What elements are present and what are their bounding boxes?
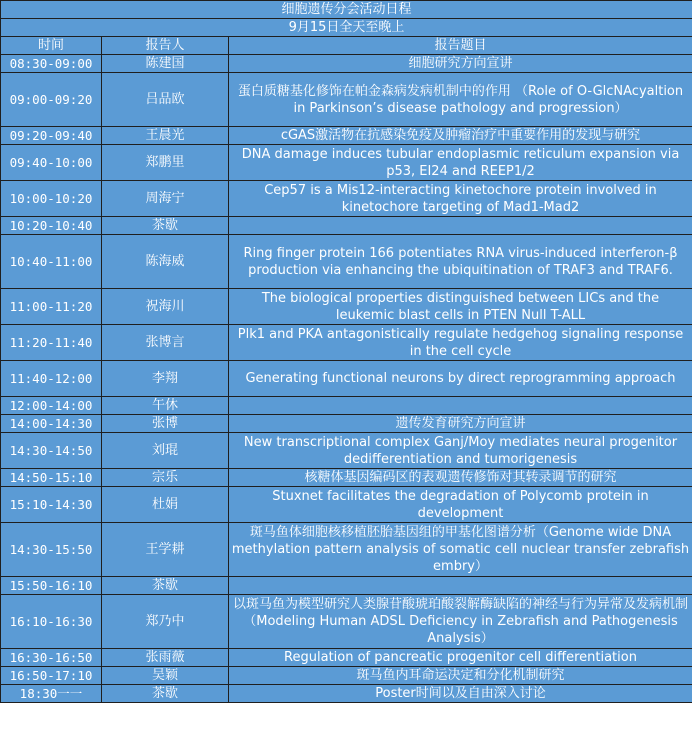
table-row	[1, 217, 692, 235]
topic-cell: The biological properties distinguished between LICs and the leukemic blast cells in PTEN Null T-ALL	[229, 289, 692, 325]
table-row	[1, 577, 692, 595]
topic-cell: Stuxnet facilitates the degradation of Polycomb protein in development	[229, 487, 692, 523]
table-row	[1, 667, 692, 685]
time-cell: 09:40-10:00	[1, 145, 102, 181]
title-row	[1, 1, 692, 19]
table-row	[1, 433, 692, 469]
time-cell: 16:10-16:30	[1, 595, 102, 649]
time-cell: 12:00-14:00	[1, 397, 102, 415]
topic-cell: 遗传发育研究方向宣讲	[229, 415, 692, 433]
table-row	[1, 487, 692, 523]
speaker-cell: 杜娟	[102, 487, 229, 523]
speaker-cell: 王晨光	[102, 127, 229, 145]
topic-cell: 蛋白质糖基化修饰在帕金森病发病机制中的作用 （Role of O-GlcNAcyaltion in Parkinson’s disease pathology and progression）	[229, 73, 692, 127]
table-row	[1, 289, 692, 325]
time-cell: 09:00-09:20	[1, 73, 102, 127]
table-row	[1, 361, 692, 397]
table-row	[1, 523, 692, 577]
topic-cell: DNA damage induces tubular endoplasmic reticulum expansion via p53, EI24 and REEP1/2	[229, 145, 692, 181]
speaker-cell: 张博	[102, 415, 229, 433]
speaker-cell: 郑乃中	[102, 595, 229, 649]
time-cell: 15:50-16:10	[1, 577, 102, 595]
time-cell: 14:30-14:50	[1, 433, 102, 469]
speaker-cell: 郑鹏里	[102, 145, 229, 181]
speaker-cell: 周海宁	[102, 181, 229, 217]
time-cell: 16:50-17:10	[1, 667, 102, 685]
topic-cell: 斑马鱼体细胞核移植胚胎基因组的甲基化图谱分析（Genome wide DNA methylation pattern analysis of somatic cell nuclear transfer zebrafish embry）	[229, 523, 692, 577]
speaker-cell: 茶歇	[102, 577, 229, 595]
speaker-cell: 吕品欧	[102, 73, 229, 127]
speaker-cell: 午休	[102, 397, 229, 415]
topic-cell	[229, 577, 692, 595]
table-row	[1, 415, 692, 433]
speaker-cell: 陈建国	[102, 55, 229, 73]
time-cell: 10:40-11:00	[1, 235, 102, 289]
topic-cell: Generating functional neurons by direct reprogramming approach	[229, 361, 692, 397]
time-cell: 18:30一一	[1, 685, 102, 703]
topic-cell: cGAS激活物在抗感染免疫及肿瘤治疗中重要作用的发现与研究	[229, 127, 692, 145]
time-cell: 14:30-15:50	[1, 523, 102, 577]
topic-cell: Regulation of pancreatic progenitor cell differentiation	[229, 649, 692, 667]
speaker-cell: 茶歇	[102, 217, 229, 235]
time-cell: 11:00-11:20	[1, 289, 102, 325]
column-header-topic: 报告题目	[229, 37, 692, 55]
table-row	[1, 145, 692, 181]
schedule-title: 细胞遗传分会活动日程	[1, 1, 692, 19]
topic-cell: Plk1 and PKA antagonistically regulate hedgehog signaling response in the cell cycle	[229, 325, 692, 361]
speaker-cell: 李翔	[102, 361, 229, 397]
table-row	[1, 235, 692, 289]
time-cell: 11:20-11:40	[1, 325, 102, 361]
table-row	[1, 73, 692, 127]
time-cell: 08:30-09:00	[1, 55, 102, 73]
table-row	[1, 127, 692, 145]
topic-cell: 以斑马鱼为模型研究人类腺苷酸琥珀酸裂解酶缺陷的神经与行为异常及发病机制（Modeling Human ADSL Deficiency in Zebrafish and Pathogenesis Analysis）	[229, 595, 692, 649]
speaker-cell: 吴颖	[102, 667, 229, 685]
table-row	[1, 325, 692, 361]
speaker-cell: 刘琨	[102, 433, 229, 469]
time-cell: 15:10-14:30	[1, 487, 102, 523]
table-row	[1, 595, 692, 649]
speaker-cell: 茶歇	[102, 685, 229, 703]
column-header-time: 时间	[1, 37, 102, 55]
table-row	[1, 397, 692, 415]
speaker-cell: 陈海威	[102, 235, 229, 289]
topic-cell: 细胞研究方向宣讲	[229, 55, 692, 73]
speaker-cell: 宗乐	[102, 469, 229, 487]
topic-cell: Poster时间以及自由深入讨论	[229, 685, 692, 703]
subtitle-row	[1, 19, 692, 37]
table-row	[1, 469, 692, 487]
time-cell: 10:20-10:40	[1, 217, 102, 235]
topic-cell	[229, 217, 692, 235]
speaker-cell: 张博言	[102, 325, 229, 361]
time-cell: 10:00-10:20	[1, 181, 102, 217]
table-row	[1, 55, 692, 73]
table-row	[1, 181, 692, 217]
header-row	[1, 37, 692, 55]
table-row	[1, 649, 692, 667]
time-cell: 16:30-16:50	[1, 649, 102, 667]
time-cell: 09:20-09:40	[1, 127, 102, 145]
column-header-speaker: 报告人	[102, 37, 229, 55]
topic-cell: 斑马鱼内耳命运决定和分化机制研究	[229, 667, 692, 685]
table-row	[1, 685, 692, 703]
speaker-cell: 张雨薇	[102, 649, 229, 667]
topic-cell: Ring finger protein 166 potentiates RNA virus-induced interferon-β production via enhancing the ubiquitination of TRAF3 and TRAF6.	[229, 235, 692, 289]
time-cell: 14:50-15:10	[1, 469, 102, 487]
schedule-date: 9月15日全天至晚上	[1, 19, 692, 37]
time-cell: 11:40-12:00	[1, 361, 102, 397]
speaker-cell: 王学耕	[102, 523, 229, 577]
time-cell: 14:00-14:30	[1, 415, 102, 433]
speaker-cell: 祝海川	[102, 289, 229, 325]
topic-cell: 核糖体基因编码区的表观遗传修饰对其转录调节的研究	[229, 469, 692, 487]
topic-cell	[229, 397, 692, 415]
topic-cell: New transcriptional complex Ganj/Moy mediates neural progenitor dedifferentiation and tumorigenesis	[229, 433, 692, 469]
topic-cell: Cep57 is a Mis12-interacting kinetochore protein involved in kinetochore targeting of Mad1-Mad2	[229, 181, 692, 217]
